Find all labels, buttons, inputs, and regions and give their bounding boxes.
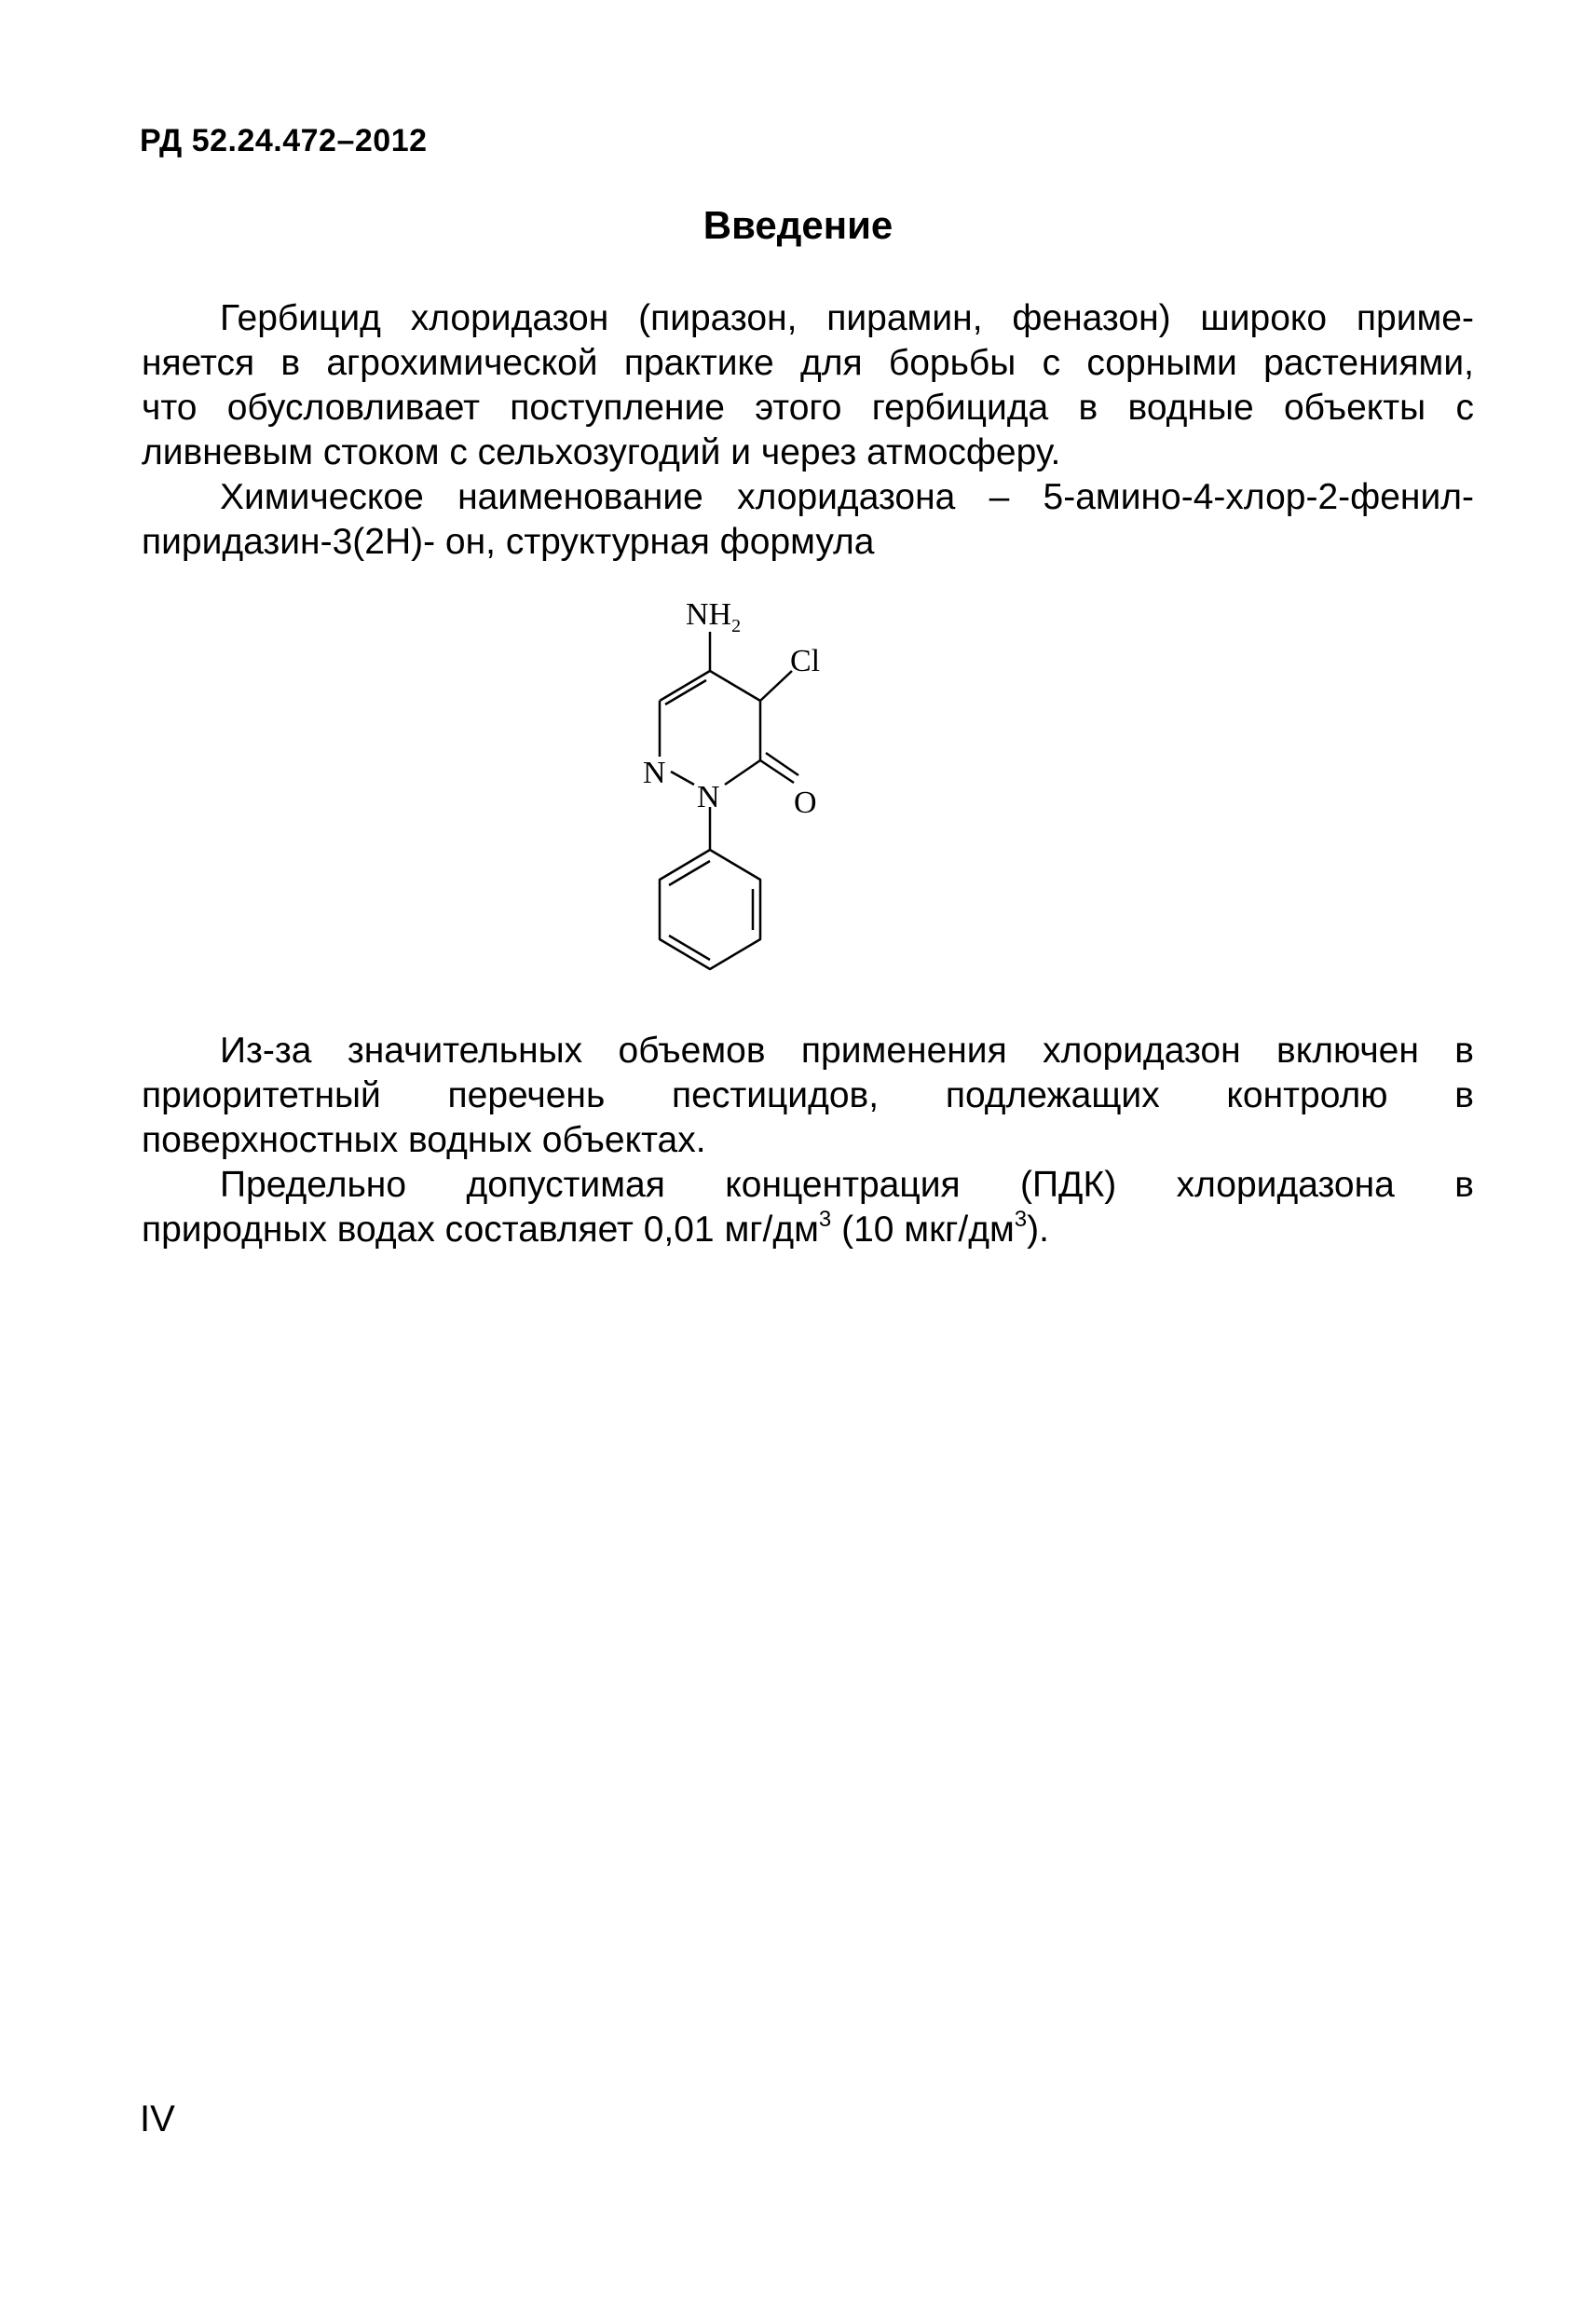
paragraph-priority-list	[142, 1029, 1474, 1163]
formula-label-nh2: $NH_2$	[686, 597, 742, 636]
paragraph-line: Гербицид хлоридазон (пиразон, пирамин, феназон) широко приме-	[220, 298, 1474, 338]
document-code: РД 52.24.472–2012	[140, 123, 428, 158]
paragraph-line: ливневым стоком с сельхозугодий и через атмосферу.	[142, 432, 1061, 472]
text-fragment: природных водах составляет 0,01 мг/дм	[142, 1210, 819, 1250]
formula-label-n2: N	[697, 780, 720, 814]
formula-label-cl: Cl	[790, 644, 821, 678]
paragraph-line: няется в агрохимической практике для борьбы с сорными растениями,	[142, 343, 1474, 383]
paragraph-line: поверхностных водных объектах.	[142, 1120, 706, 1160]
section-title: Введение	[703, 203, 893, 247]
paragraph-line: пиридазин-3(2Н)- он, структурная формула	[142, 522, 875, 562]
paragraph-line: Из-за значительных объемов применения хлоридазон включен в	[220, 1031, 1474, 1071]
paragraph-line: что обусловливает поступление этого гербицида в водные объекты с	[142, 388, 1474, 428]
text-fragment: (10 мкг/дм	[831, 1210, 1015, 1250]
formula-label-n1: N	[643, 756, 666, 790]
paragraph-line: приоритетный перечень пестицидов, подлежащих контролю в	[142, 1075, 1474, 1115]
structural-formula	[596, 596, 876, 988]
superscript: 3	[818, 1207, 832, 1232]
paragraph-line	[142, 1208, 1474, 1252]
paragraph-line: Предельно допустимая концентрация (ПДК) хлоридазона в	[220, 1165, 1474, 1205]
page-number: IV	[140, 2098, 175, 2139]
formula-label-o: O	[794, 786, 817, 820]
paragraph-intro	[142, 296, 1474, 475]
superscript: 3	[1014, 1207, 1028, 1232]
paragraph-chemical-name	[142, 475, 1474, 565]
text-fragment: ).	[1027, 1210, 1049, 1250]
paragraph-line: Химическое наименование хлоридазона – 5-амино-4-хлор-2-фенил-	[220, 477, 1474, 517]
paragraph-mac	[142, 1163, 1474, 1252]
